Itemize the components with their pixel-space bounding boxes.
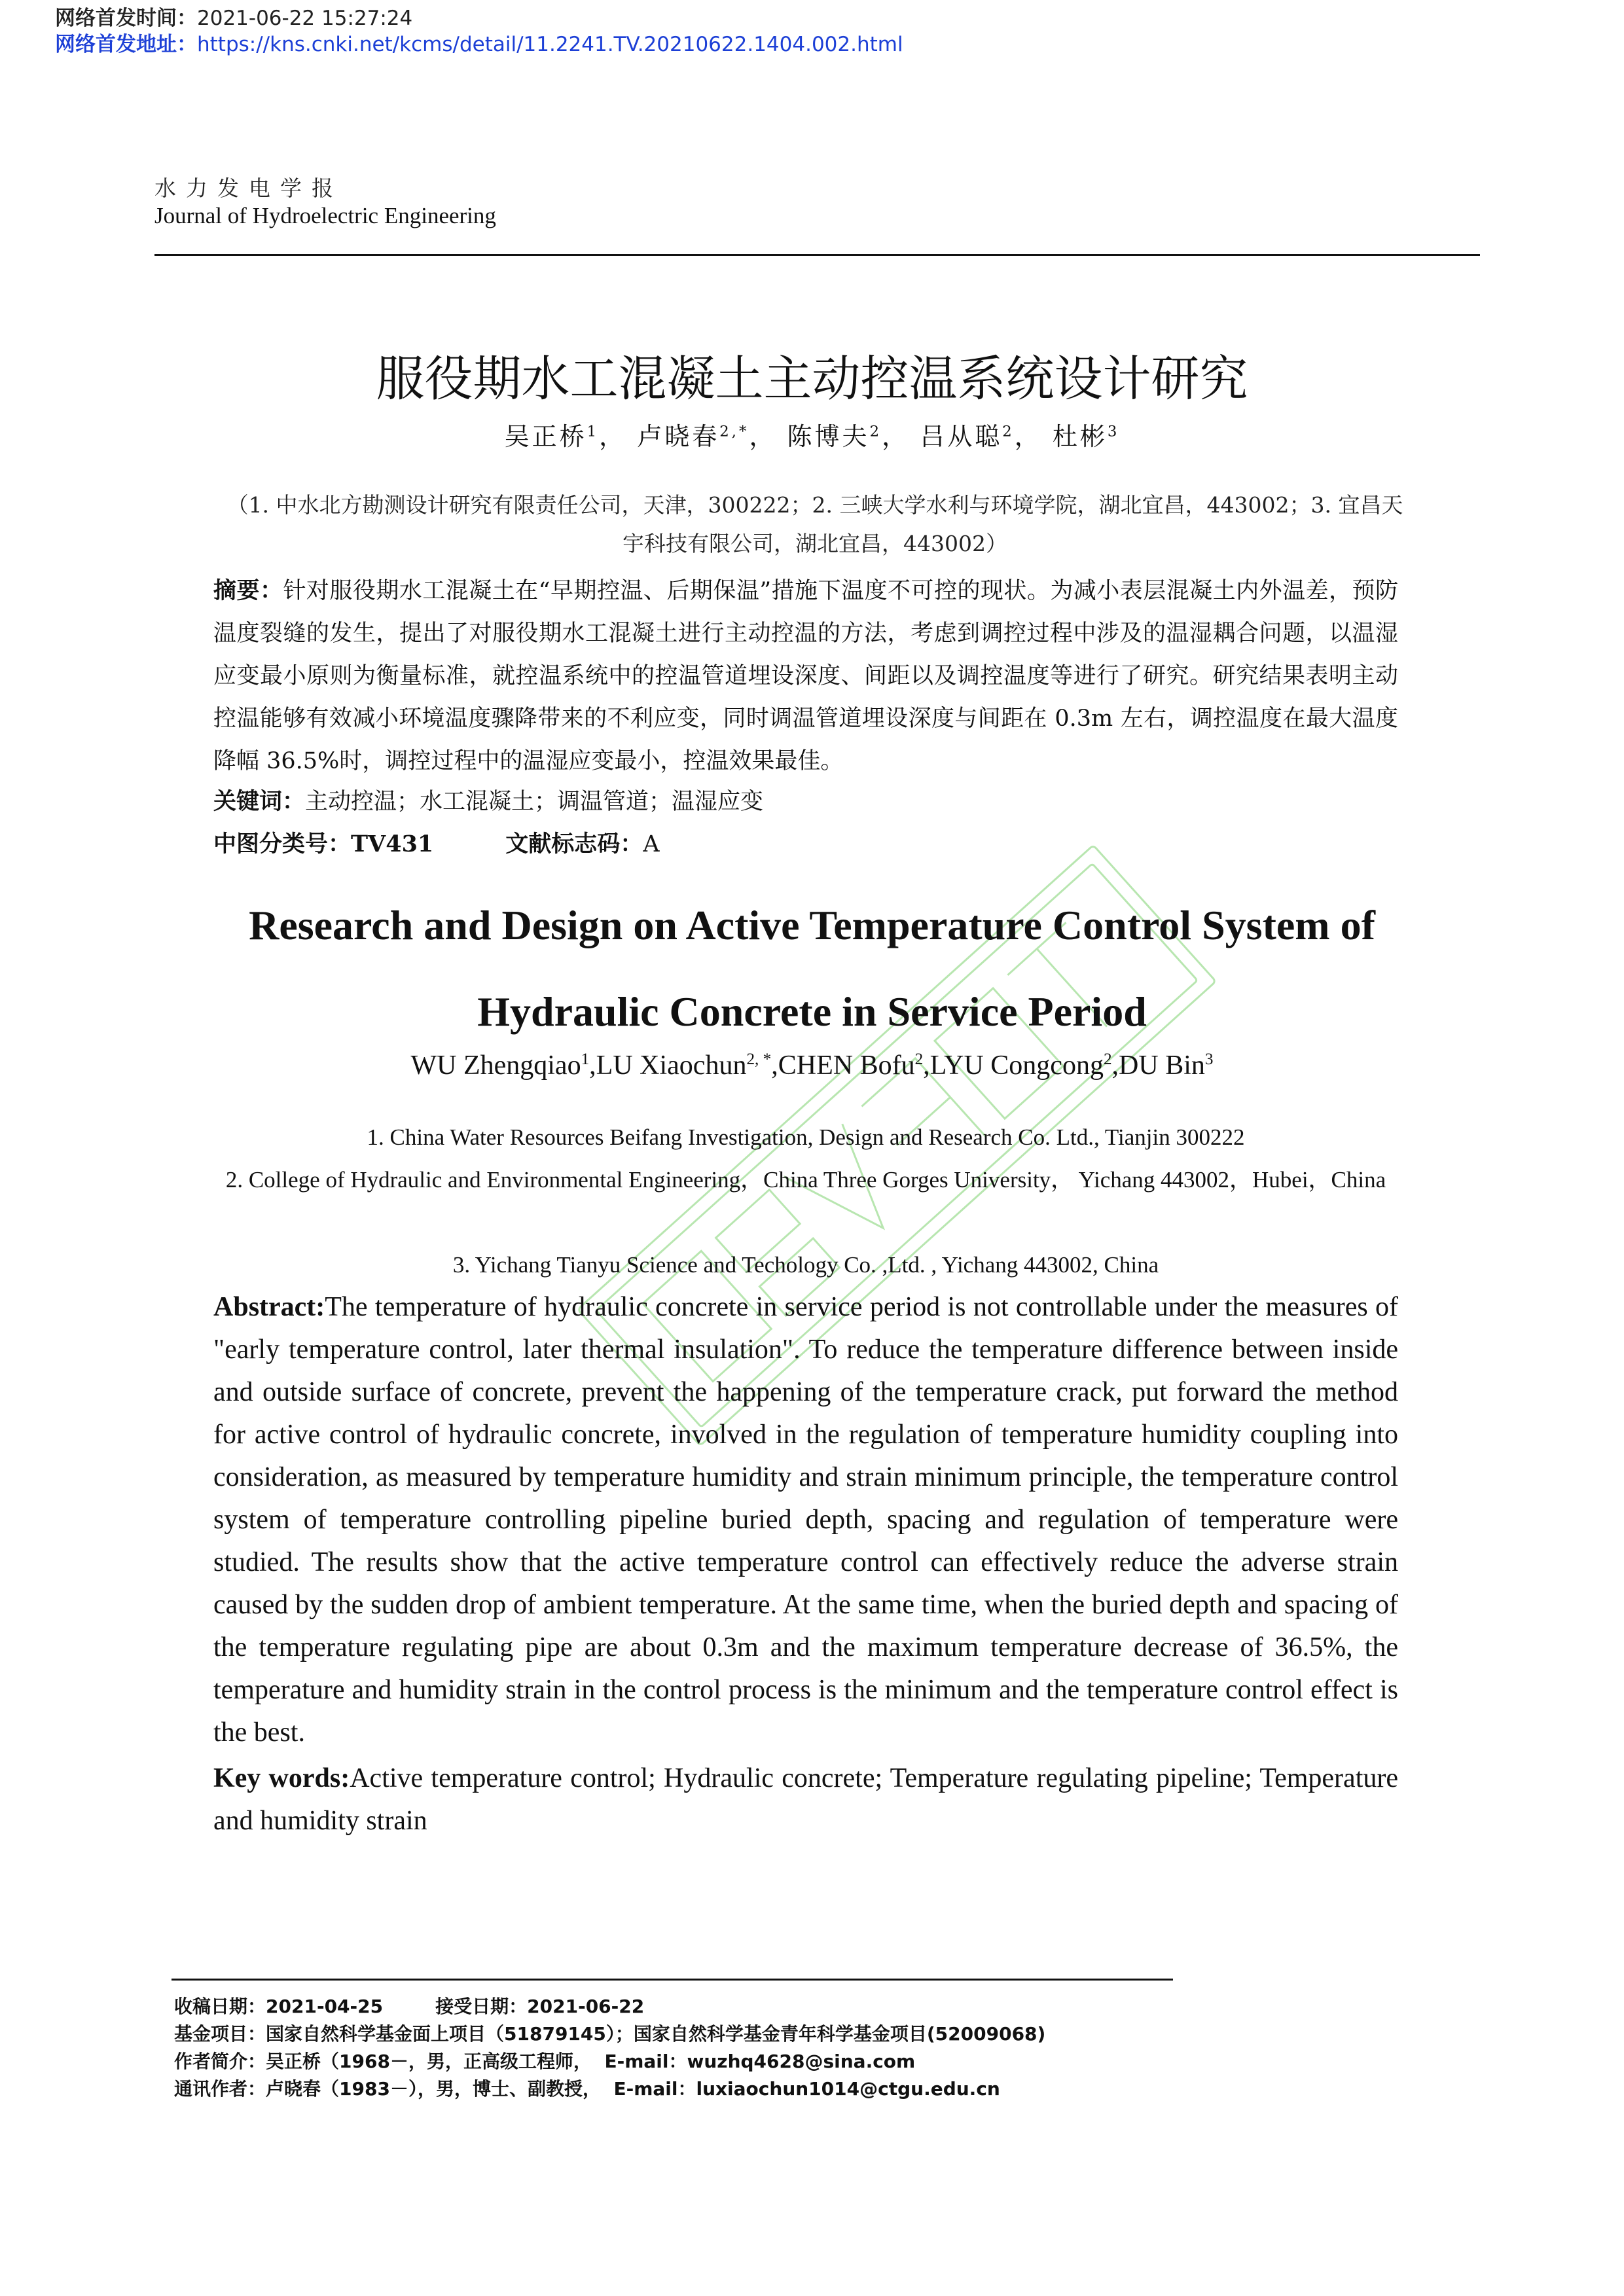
affiliation-cn-line: （1. 中水北方勘测设计研究有限责任公司，天津，300222；2. 三峡大学水利与环境学院，湖北宜昌，443002；3. 宜昌天	[226, 492, 1403, 518]
first-published-url[interactable]	[55, 31, 903, 58]
header-rule	[154, 254, 1480, 256]
keywords-en-text: Active temperature control; Hydraulic concrete; Temperature regulating pipeline; Temperature and humidity strain	[213, 1763, 1398, 1836]
first-published-time	[55, 5, 412, 31]
author-email[interactable]: E-mail：wuzhq4628@sina.com	[604, 2051, 916, 2072]
affiliation-en-3: 3. Yichang Tianyu Science and Techology Co. ,Ltd. , Yichang 443002, China	[452, 1252, 1159, 1278]
authors-cn	[0, 416, 1624, 452]
footnote-author	[174, 2048, 1045, 2075]
accepted-label: 接受日期：	[435, 1996, 528, 2017]
author-separator: ，	[599, 422, 627, 451]
author-name: 卢晓春	[637, 422, 720, 451]
author-separator: ，	[1014, 422, 1042, 451]
affiliation-en-1: 1. China Water Resources Beifang Investigation, Design and Research Co. Ltd., Tianjin 300222	[367, 1124, 1245, 1150]
title-en-line: Research and Design on Active Temperature Control System of	[249, 902, 1375, 948]
author-bio: 吴正桥（1968－，男，正高级工程师，	[266, 2051, 592, 2072]
author-separator: ,	[771, 1050, 778, 1081]
doc-code-label: 文献标志码：	[505, 831, 643, 857]
abstract-en	[213, 1286, 1398, 1754]
footnote-fund	[174, 2020, 1045, 2048]
fund-label: 基金项目：	[174, 2023, 266, 2045]
author-affil-mark: 2	[1103, 1050, 1112, 1068]
author-separator: ,	[1111, 1050, 1119, 1081]
author-name: 吴正桥	[504, 422, 587, 451]
abstract-en-text: The temperature of hydraulic concrete in service period is not controllable under the measures of "early temperature control, later thermal insulation". To reduce the temperature difference between inside and outside surface of concrete, prevent the happening of the temperature crack, put forward the method for active control of hydraulic concrete, involved in the regulation of temperature humidity coupling into consideration, as measured by temperature humidity and strain minimum principle, the temperature control system of temperature controlling pipeline buried depth, spacing and regulation of temperature were studied. The results show that the active temperature control can effectively reduce the adverse strain caused by the sudden drop of ambient temperature. At the same time, when the buried depth and spacing of the temperature regulating pipe are about 0.3m and the maximum temperature decrease of 36.5%, the temperature and humidity strain in the control process is the minimum and the temperature control effect is the best.	[213, 1292, 1398, 1748]
received-date: 2021-04-25	[266, 1996, 384, 2017]
clc-value: TV431	[351, 831, 434, 857]
affiliations-cn	[177, 486, 1453, 563]
author-name-en: CHEN Bofu	[778, 1050, 915, 1081]
abstract-cn-text: 针对服役期水工混凝土在“早期控温、后期保温”措施下温度不可控的现状。为减小表层混凝土内外温差，预防温度裂缝的发生，提出了对服役期水工混凝土进行主动控温的方法，考虑到调控过程中涉及的温湿耦合问题，以温湿应变最小原则为衡量标准，就控温系统中的控温管道埋设深度、间距以及调控温度等进行了研究。研究结果表明主动控温能够有效减小环境温度骤降带来的不利应变，同时调温管道埋设深度与间距在 0.3m 左右，调控温度在最大温度降幅 36.5%时，调控过程中的温湿应变最小，控温效果最佳。	[213, 578, 1398, 774]
footnote-rule	[171, 1979, 1173, 1981]
author-separator: ，	[749, 422, 777, 451]
affiliation-en-2: 2. College of Hydraulic and Environmental Engineering，China Three Gorges University， Yichang 443002，Hubei，China	[225, 1167, 1386, 1193]
keywords-cn-label: 关键词：	[213, 788, 306, 815]
author-name: 陈博夫	[787, 422, 870, 451]
abstract-en-label: Abstract:	[213, 1292, 325, 1322]
author-affil-mark: 2	[914, 1050, 924, 1068]
keywords-cn-text: 主动控温；水工混凝土；调温管道；温湿应变	[305, 789, 764, 815]
author-affil-mark: 3	[1204, 1050, 1214, 1068]
footnote-dates	[174, 1993, 1045, 2020]
authors-en	[0, 1050, 1624, 1081]
corresponding-bio: 卢晓春（1983－），男，博士、副教授，	[266, 2078, 601, 2100]
received-label: 收稿日期：	[174, 1996, 266, 2017]
keywords-en-label: Key words:	[213, 1763, 350, 1793]
doc-code-value: A	[643, 831, 660, 857]
accepted-date: 2021-06-22	[527, 1996, 645, 2017]
author-affil-mark: 1	[581, 1050, 590, 1068]
author-affil-mark: 2	[1002, 423, 1015, 440]
keywords-en	[213, 1757, 1398, 1842]
classification-line	[213, 825, 1398, 864]
author-separator: ,	[923, 1050, 930, 1081]
author-separator: ,	[589, 1050, 596, 1081]
url-link[interactable]: https://kns.cnki.net/kcms/detail/11.2241.TV.20210622.1404.002.html	[197, 33, 903, 56]
url-label: 网络首发地址：	[55, 33, 197, 56]
author-name-en: LU Xiaochun	[596, 1050, 747, 1081]
corresponding-email[interactable]: E-mail：luxiaochun1014@ctgu.edu.cn	[613, 2078, 1000, 2100]
author-name: 吕从聪	[920, 422, 1003, 451]
clc-label: 中图分类号：	[213, 831, 352, 857]
published-label: 网络首发时间：	[55, 7, 197, 30]
title-en-line: Hydraulic Concrete in Service Period	[477, 988, 1147, 1035]
title-en	[0, 882, 1624, 1055]
keywords-cn	[213, 782, 1398, 821]
author-name-en: WU Zhengqiao	[410, 1050, 581, 1081]
published-time: 2021-06-22 15:27:24	[197, 7, 413, 30]
author-affil-mark: 1	[586, 423, 600, 440]
corresponding-label: 通讯作者：	[174, 2078, 266, 2100]
footnotes	[174, 1993, 1045, 2103]
journal-name-en: Journal of Hydroelectric Engineering	[154, 203, 496, 228]
journal-name-cn: 水力发电学报	[154, 175, 343, 201]
fund-text: 国家自然科学基金面上项目（51879145）；国家自然科学基金青年科学基金项目(52009068)	[266, 2023, 1046, 2045]
author-affil-mark: 2, *	[746, 1050, 772, 1068]
abstract-cn	[213, 569, 1398, 783]
abstract-cn-label: 摘要：	[213, 577, 283, 604]
author-bio-label: 作者简介：	[174, 2051, 266, 2072]
author-affil-mark: 2	[869, 423, 882, 440]
footnote-corresponding	[174, 2075, 1045, 2103]
author-affil-mark: 3	[1107, 423, 1120, 440]
author-name: 杜彬	[1052, 422, 1108, 451]
author-name-en: DU Bin	[1119, 1050, 1205, 1081]
title-cn: 服役期水工混凝土主动控温系统设计研究	[376, 351, 1248, 407]
author-separator: ，	[882, 422, 910, 451]
author-affil-mark: 2,*	[719, 423, 749, 440]
affiliation-cn-line: 宇科技有限公司，湖北宜昌，443002）	[623, 531, 1007, 556]
author-name-en: LYU Congcong	[929, 1050, 1104, 1081]
